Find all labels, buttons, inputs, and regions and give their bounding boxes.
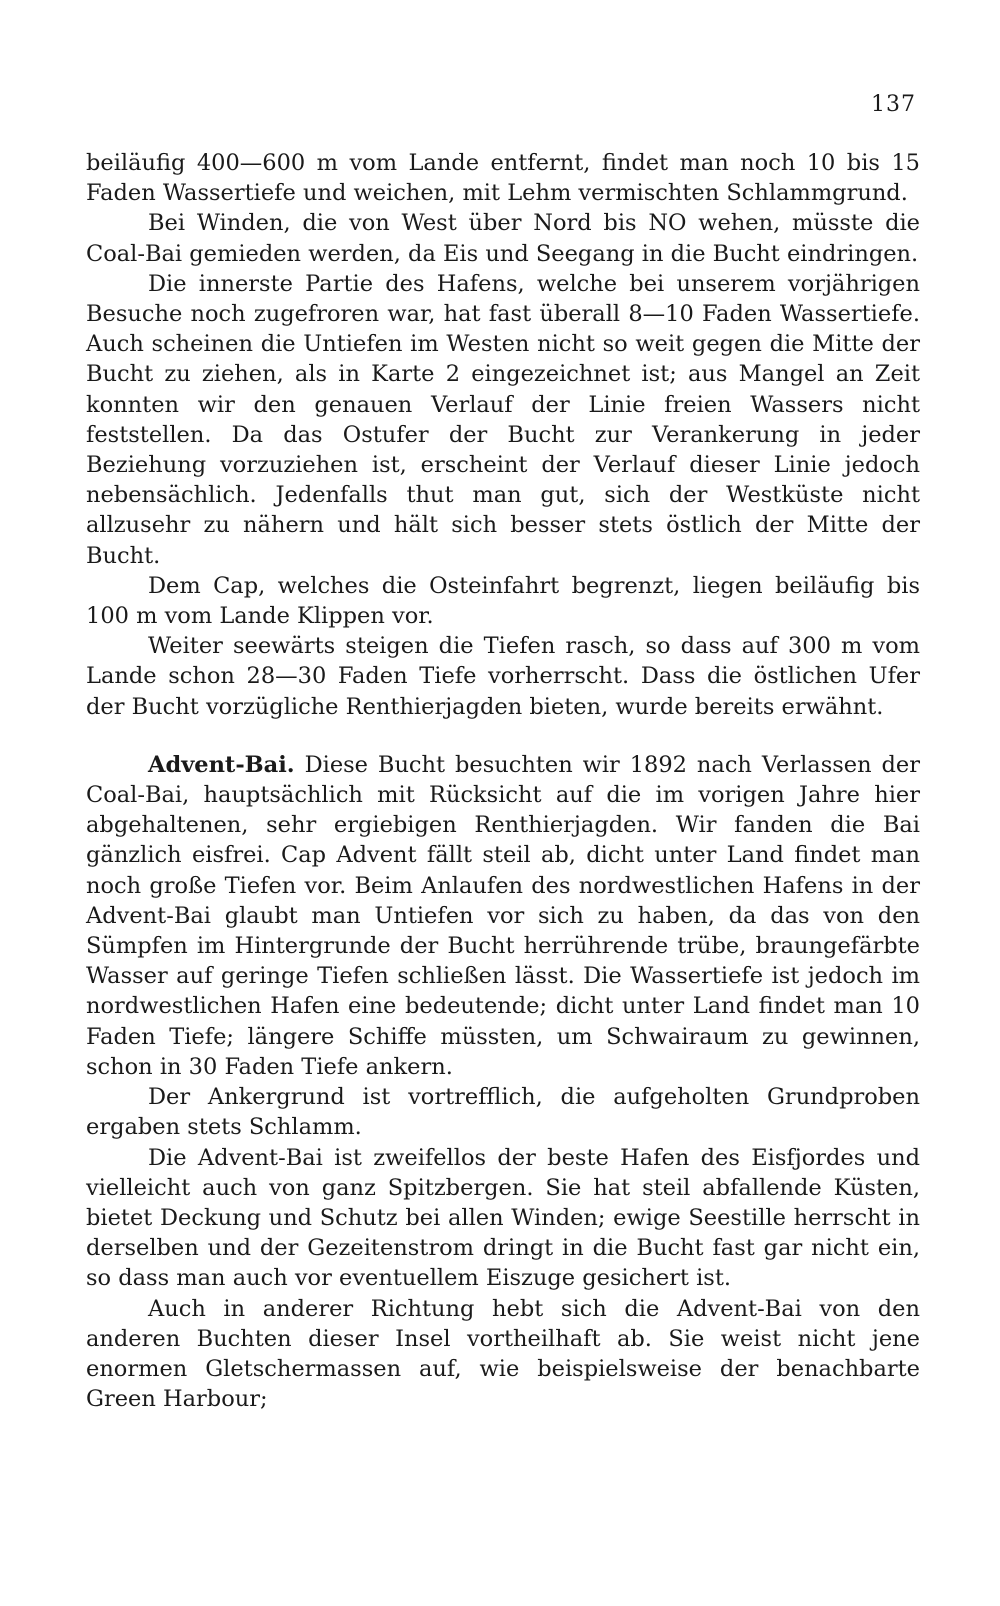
page-number: 137 bbox=[871, 92, 916, 117]
section-first-paragraph bbox=[86, 750, 920, 1082]
section-spacer bbox=[86, 722, 920, 750]
paragraph-4: Dem Cap, welches die Osteinfahrt begrenzt, liegen beiläufig bis 100 m vom Lande Klippen vor. bbox=[86, 572, 920, 630]
section-paragraph-2: Der Ankergrund ist vortrefflich, die aufgeholten Grundproben ergaben stets Schlamm. bbox=[86, 1084, 920, 1141]
section-paragraph-4: Auch in anderer Richtung hebt sich die Advent-Bai von den anderen Buchten dieser Insel vortheilhaft ab. Sie weist nicht jene enormen Gletschermassen auf, wie beispielsweise der benachbarte Green Harbour; bbox=[86, 1295, 920, 1413]
paragraph-1: beiläufig 400—600 m vom Lande entfernt, findet man noch 10 bis 15 Faden Wassertiefe und weichen, mit Lehm vermischten Schlammgrund. bbox=[86, 150, 920, 207]
section-first-paragraph-text: Diese Bucht besuchten wir 1892 nach Verlassen der Coal-Bai, hauptsächlich mit Rücksicht auf die im vorigen Jahre hier abgehaltenen, sehr ergiebigen Renthierjagden. Wir fanden die Bai gänzlich eisfrei. Cap Advent fällt steil ab, dicht unter Land findet man noch große Tiefen vor. Beim Anlaufen des nordwestlichen Hafens in der Advent-Bai glaubt man Untiefen vor sich zu haben, da das von den Sümpfen im Hintergrunde der Bucht herrührende trübe, braungefärbte Wasser auf geringe Tiefen schließen lässt. Die Wassertiefe ist jedoch im nordwestlichen Hafen eine bedeutende; dicht unter Land findet man 10 Faden Tiefe; längere Schiffe müssten, um Schwairaum zu gewinnen, schon in 30 Faden Tiefe ankern. bbox=[86, 751, 920, 1080]
body-text bbox=[86, 148, 920, 1414]
paragraph-5: Weiter seewärts steigen die Tiefen rasch, so dass auf 300 m vom Lande schon 28—30 Faden Tiefe vorherrscht. Dass die östlichen Ufer der Bucht vorzügliche Renthierjagden bieten, wurde bereits erwähnt. bbox=[86, 633, 920, 720]
section-heading: Advent-Bai. bbox=[148, 751, 295, 778]
section-paragraph-3: Die Advent-Bai ist zweifellos der beste Hafen des Eisfjordes und vielleicht auch von ganz Spitzbergen. Sie hat steil abfallende Küsten, bietet Deckung und Schutz bei allen Winden; ewige Seestille herrscht in derselben und der Gezeitenstrom dringt in die Bucht fast gar nicht ein, so dass man auch vor eventuellem Eiszuge gesichert ist. bbox=[86, 1144, 920, 1292]
paragraph-3: Die innerste Partie des Hafens, welche bei unserem vorjährigen Besuche noch zugefroren war, hat fast überall 8—10 Faden Wassertiefe. Auch scheinen die Untiefen im Westen nicht so weit gegen die Mitte der Bucht zu ziehen, als in Karte 2 eingezeichnet ist; aus Mangel an Zeit konnten wir den genauen Verlauf der Linie freien Wassers nicht feststellen. Da das Ostufer der Bucht zur Verankerung in jeder Beziehung vorzuziehen ist, erscheint der Verlauf dieser Linie jedoch nebensächlich. Jedenfalls thut man gut, sich der Westküste nicht allzusehr zu nähern und hält sich besser stets östlich der Mitte der Bucht. bbox=[86, 270, 920, 569]
paragraph-2: Bei Winden, die von West über Nord bis NO wehen, müsste die Coal-Bai gemieden werden, da Eis und Seegang in die Bucht eindringen. bbox=[86, 210, 920, 267]
